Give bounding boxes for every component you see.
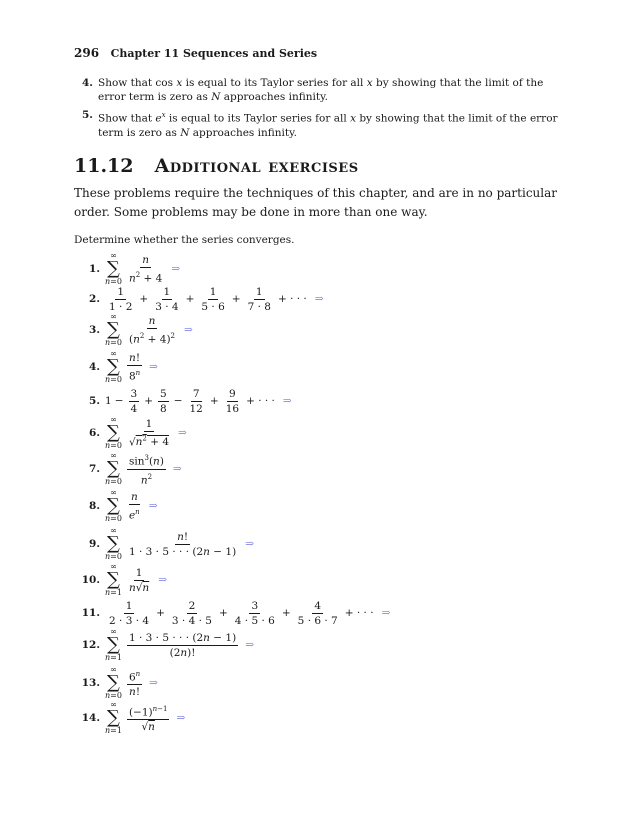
exercise-6: 6. ∞ ∑ n=0 $\frac{1}{√n^2 + 4}$ ⇒ <box>89 415 187 450</box>
prior-exercise-list <box>74 76 564 144</box>
page-number: 296 <box>74 46 100 60</box>
summation-symbol: ∞ ∑ n=0 <box>105 251 122 286</box>
fraction: $\frac{n}{n^2 + 4}$ <box>128 253 163 285</box>
exercise-12: 12. ∞ ∑ n=1 $\frac{1 \cdot 3 \cdot 5 \cdot \cdot \cdot (2n - 1)}{(2n)!}$ ⇒ <box>81 627 254 662</box>
answer-link-11[interactable]: ⇒ <box>381 607 391 619</box>
summation-symbol: ∞ ∑ n=0 <box>105 526 122 561</box>
section-number: 11.12 <box>74 155 134 177</box>
exercise-2: 2. $\frac{1}{1 \cdot 2}$ + $\frac{1}{3 \cdot 4}$ + $\frac{1}{5 \cdot 6}$ + $\frac{1}{7 \cdot 8}$ + · · · ⇒ <box>89 285 324 313</box>
summation-symbol: ∞ ∑ n=1 <box>105 627 122 662</box>
answer-link-12[interactable]: ⇒ <box>245 639 254 651</box>
answer-link-7[interactable]: ⇒ <box>172 463 182 475</box>
answer-link-5[interactable]: ⇒ <box>282 395 292 407</box>
exercise-4: 4. ∞ ∑ n=0 $\frac{n!}{8^n}$ ⇒ <box>89 349 158 384</box>
summation-symbol: ∞ ∑ n=0 <box>105 665 122 700</box>
summation-symbol: ∞ ∑ n=0 <box>105 488 122 523</box>
answer-link-8[interactable]: ⇒ <box>148 500 158 512</box>
exercise-7: 7. ∞ ∑ n=0 $\frac{\sin^3(n)}{n^2}$ ⇒ <box>89 451 182 486</box>
exercise-3: 3. ∞ ∑ n=0 $\frac{n}{(n^2 + 4)^2}$ ⇒ <box>89 312 193 347</box>
prior-exercise-4: 4. Show that cos x is equal to its Taylor series for all x by showing that the limit of the error term is zero as N approaches infinity. <box>82 77 544 103</box>
answer-link-10[interactable]: ⇒ <box>158 574 167 586</box>
answer-link-13[interactable]: ⇒ <box>149 677 158 689</box>
exercise-5: 5. 1 − $\frac{3}{4}$ + $\frac{5}{8}$ − $\frac{7}{12}$ + $\frac{9}{16}$ + · · · ⇒ <box>89 387 292 415</box>
exercise-8: 8. ∞ ∑ n=0 $\frac{n}{e^n}$ ⇒ <box>89 488 158 523</box>
exercise-13: 13. ∞ ∑ n=0 $\frac{6^n}{n!}$ ⇒ <box>81 665 158 700</box>
running-header <box>74 46 317 60</box>
answer-link-6[interactable]: ⇒ <box>178 427 187 439</box>
answer-link-2[interactable]: ⇒ <box>314 293 324 305</box>
summation-symbol: ∞ ∑ n=0 <box>105 312 122 347</box>
chapter-title: Chapter 11 Sequences and Series <box>110 47 318 60</box>
answer-link-4[interactable]: ⇒ <box>149 361 158 373</box>
summation-symbol: ∞ ∑ n=0 <box>105 451 122 486</box>
summation-symbol: ∞ ∑ n=1 <box>105 562 122 597</box>
section-intro: These problems require the techniques of this chapter, and are in no particular order. Some problems may be done in more than one way. <box>74 186 557 219</box>
summation-symbol: ∞ ∑ n=1 <box>105 700 122 735</box>
exercise-9: 9. ∞ ∑ n=0 $\frac{n!}{1 \cdot 3 \cdot 5 \cdot \cdot \cdot (2n - 1)}$ ⇒ <box>89 526 254 561</box>
answer-link-9[interactable]: ⇒ <box>245 538 254 550</box>
exercise-11: 11. $\frac{1}{2 \cdot 3 \cdot 4}$ + $\frac{2}{3 \cdot 4 \cdot 5}$ + $\frac{3}{4 \cdot 5 \cdot 6}$ + $\frac{4}{5 \cdot 6 \cdot 7}$ + · · · ⇒ <box>81 599 391 627</box>
answer-link-1[interactable]: ⇒ <box>171 263 181 275</box>
exercise-prompt: Determine whether the series converges. <box>74 234 295 246</box>
prior-exercise-5: 5. Show that $e^x$ is equal to its Taylor series for all x by showing that the limit of the error term is zero as N approaches infinity. <box>82 109 558 139</box>
exercise-14: 14. ∞ ∑ n=1 $\frac{(-1)^{n-1}}{√n}$ ⇒ <box>81 700 186 735</box>
exercise-10: 10. ∞ ∑ n=1 $\frac{1}{n√n}$ ⇒ <box>81 562 167 597</box>
summation-symbol: ∞ ∑ n=0 <box>105 415 122 450</box>
exercise-1: 1. ∞ ∑ n=0 $\frac{n}{n^2 + 4}$ ⇒ <box>89 251 181 286</box>
answer-link-14[interactable]: ⇒ <box>176 712 186 724</box>
answer-link-3[interactable]: ⇒ <box>184 324 193 336</box>
section-title: Additional exercises <box>154 155 359 177</box>
section-heading <box>74 155 359 177</box>
summation-symbol: ∞ ∑ n=0 <box>105 349 122 384</box>
